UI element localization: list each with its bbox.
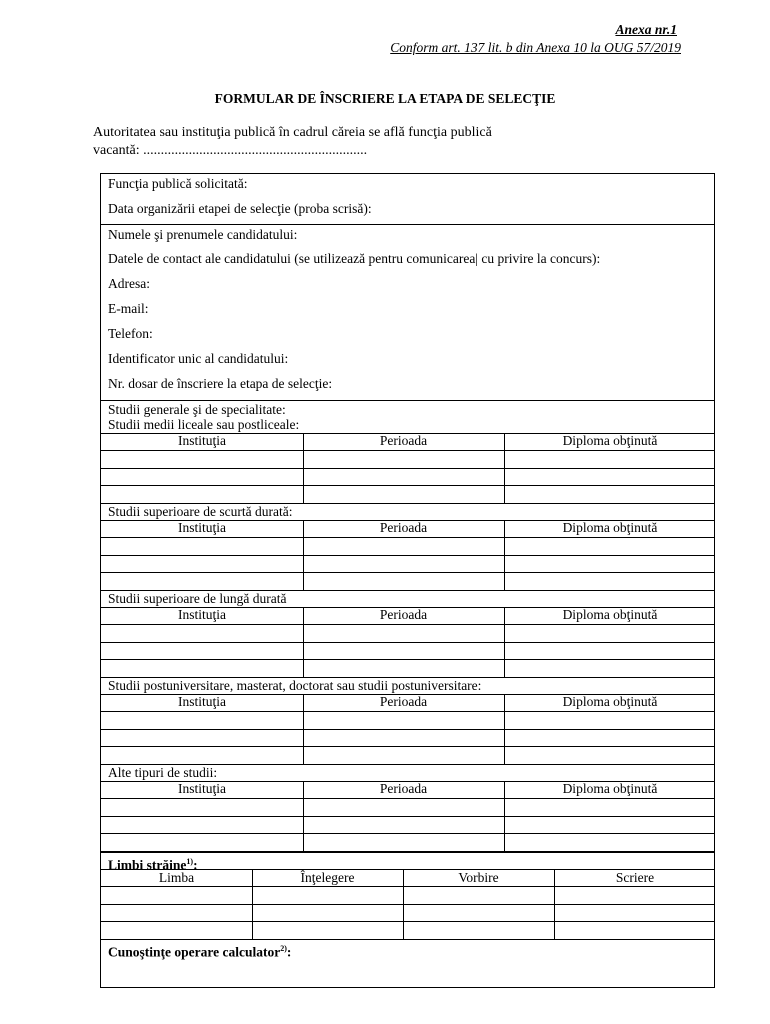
application-form-table	[100, 173, 715, 988]
requested-position-field: Funcţia publică solicitată:	[108, 176, 248, 191]
divider	[101, 852, 714, 853]
language-column-header: Vorbire	[458, 870, 499, 885]
intro-line-2: vacantă: ................................................................	[93, 143, 368, 158]
divider	[101, 400, 714, 401]
legal-reference: Conform art. 137 lit. b din Anexa 10 la OUG 57/2019	[390, 40, 681, 55]
table-column-header: Instituţia	[178, 781, 226, 796]
table-row-line	[101, 833, 714, 834]
annex-number: Anexa nr.1	[615, 22, 677, 37]
phone-field: Telefon:	[108, 326, 153, 341]
selection-date-field: Data organizării etapei de selecţie (proba scrisă):	[108, 201, 372, 216]
intro-line-1: Autoritatea sau instituţia publică în cadrul căreia se află funcţia publică	[93, 125, 492, 140]
table-row-line	[101, 816, 714, 817]
table-column-header: Diploma obţinută	[562, 694, 658, 709]
table-row-line	[101, 468, 714, 469]
table-row-line	[101, 886, 714, 887]
table-row-line	[101, 555, 714, 556]
table-row-line	[101, 572, 714, 573]
table-column-header: Diploma obţinută	[562, 607, 658, 622]
intro-text	[93, 124, 492, 160]
table-column-header: Instituţia	[178, 520, 226, 535]
table-column-header: Perioada	[379, 433, 428, 448]
general-studies-label: Studii generale şi de specialitate:	[108, 402, 286, 417]
table-column-header: Instituţia	[178, 607, 226, 622]
studies-section-label: Alte tipuri de studii:	[108, 765, 218, 780]
language-column-header: Scriere	[615, 870, 655, 885]
table-row-line	[101, 921, 714, 922]
table-column-header: Perioada	[379, 781, 428, 796]
table-row-line	[101, 642, 714, 643]
table-row-line	[101, 659, 714, 660]
studies-section-label: Studii superioare de scurtă durată:	[108, 504, 293, 519]
studies-section-label: Studii superioare de lungă durată	[108, 591, 287, 606]
table-row-line	[101, 450, 714, 451]
email-field: E-mail:	[108, 301, 149, 316]
contact-details-field: Datele de contact ale candidatului (se utilizează pentru comunicarea| cu privire la concurs):	[108, 251, 601, 266]
unique-identifier-field: Identificator unic al candidatului:	[108, 351, 289, 366]
divider	[101, 224, 714, 225]
language-column-header: Înţelegere	[300, 870, 355, 885]
address-field: Adresa:	[108, 276, 150, 291]
table-row-line	[101, 537, 714, 538]
table-column-header: Diploma obţinută	[562, 781, 658, 796]
language-column-header: Limba	[158, 870, 195, 885]
form-title: FORMULAR DE ÎNSCRIERE LA ETAPA DE SELECŢIE	[214, 91, 556, 106]
table-column-header: Diploma obţinută	[562, 520, 658, 535]
computer-skills-label: Cunoştinţe operare calculator$^{2)}$:	[108, 944, 292, 960]
table-row-line	[101, 729, 714, 730]
table-column-header: Instituţia	[178, 694, 226, 709]
file-number-field: Nr. dosar de înscriere la etapa de selecţie:	[108, 376, 333, 391]
table-row-line	[101, 746, 714, 747]
table-row-line	[101, 485, 714, 486]
table-column-header: Perioada	[379, 607, 428, 622]
studies-section-label: Studii medii liceale sau postliceale:	[108, 417, 300, 432]
table-column-header: Instituţia	[178, 433, 226, 448]
divider	[101, 939, 714, 940]
table-row-line	[101, 904, 714, 905]
foreign-languages-label: Limbi străine$^{1)}$:	[108, 857, 198, 873]
table-row-line	[101, 624, 714, 625]
table-row-line	[101, 711, 714, 712]
table-row-line	[101, 798, 714, 799]
candidate-name-field: Numele şi prenumele candidatului:	[108, 227, 298, 242]
studies-section-label: Studii postuniversitare, masterat, doctorat sau studii postuniversitare:	[108, 678, 482, 693]
table-column-header: Perioada	[379, 694, 428, 709]
table-column-header: Diploma obţinută	[562, 433, 658, 448]
table-column-header: Perioada	[379, 520, 428, 535]
